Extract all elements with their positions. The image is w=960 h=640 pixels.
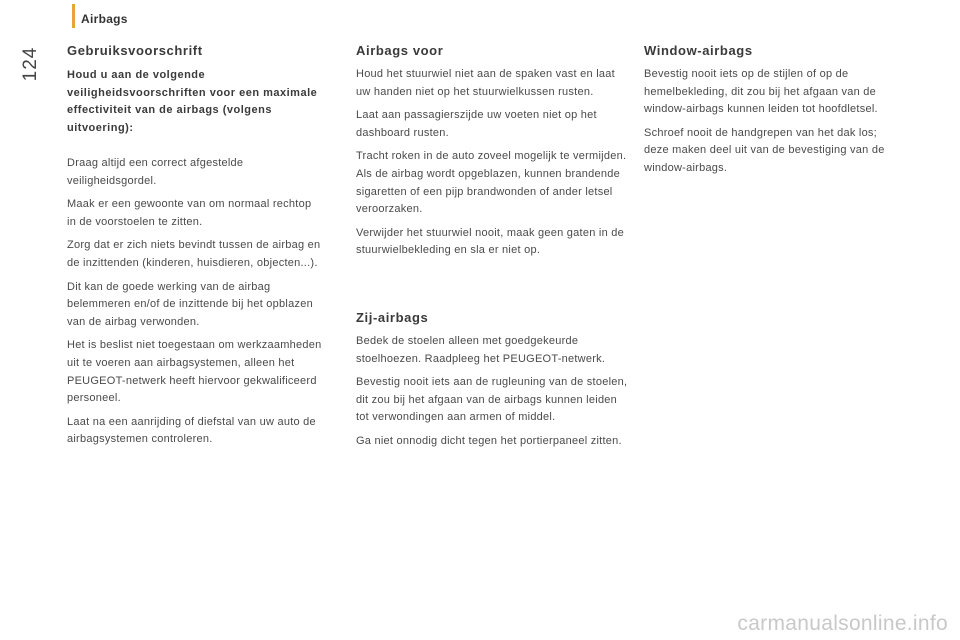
paragraph: Het is beslist niet toegestaan om werkzaamheden uit te voeren aan airbagsystemen, alleen het PEUGEOT-netwerk heeft hiervoor gekwalificeerd personeel. xyxy=(67,339,322,405)
page-number xyxy=(17,46,45,82)
section-accent-bar xyxy=(72,4,75,28)
intro-text: Houd u aan de volgende veiligheidsvoorschriften voor een maximale effectiviteit van de airbags (volgens uitvoering): xyxy=(67,69,318,134)
paragraph: Zorg dat er zich niets bevindt tussen de airbag en de inzittenden (kinderen, huisdieren, objecten...). xyxy=(67,239,321,269)
paragraph: Verwijder het stuurwiel nooit, maak geen gaten in de stuurwielbekleding en sla er niet op. xyxy=(356,226,624,257)
paragraph: Bedek de stoelen alleen met goedgekeurde stoelhoezen. Raadpleeg het PEUGEOT-netwerk. xyxy=(356,335,606,365)
heading-gebruiksvoorschrift: Gebruiksvoorschrift xyxy=(67,43,203,58)
paragraph: Schroef nooit de handgrepen van het dak los; deze maken deel uit van de bevestiging van de window-airbags. xyxy=(644,126,885,174)
paragraph: Laat aan passagierszijde uw voeten niet op het dashboard rusten. xyxy=(356,109,597,139)
paragraph: Dit kan de goede werking van de airbag belemmeren en/of de inzittende bij het opblazen van de airbag verwonden. xyxy=(67,280,313,328)
heading-airbags-voor: Airbags voor xyxy=(356,43,444,58)
paragraph: Bevestig nooit iets aan de rugleuning van de stoelen, dit zou bij het afgaan van de airbags kunnen leiden tot verwondingen aan armen of middel. xyxy=(356,376,628,424)
section-body xyxy=(644,66,899,184)
paragraph: Tracht roken in de auto zoveel mogelijk te vermijden. Als de airbag wordt opgeblazen, kunnen brandende sigaretten of een pijp brandwonden of ander letsel veroorzaken. xyxy=(356,150,627,216)
paragraph: Laat na een aanrijding of diefstal van uw auto de airbagsystemen controleren. xyxy=(67,415,316,446)
paragraph: Maak er een gewoonte van om normaal rechtop in de voorstoelen te zitten. xyxy=(67,198,312,228)
intro-block xyxy=(67,67,322,143)
section-body xyxy=(356,66,631,266)
paragraph: Draag altijd een correct afgestelde veiligheidsgordel. xyxy=(67,157,244,187)
section-header: Airbags xyxy=(81,12,128,26)
heading-window-airbags: Window-airbags xyxy=(644,43,753,58)
page-number-text: 124 xyxy=(20,46,41,82)
heading-zij-airbags: Zij-airbags xyxy=(356,310,429,325)
paragraph: Bevestig nooit iets op de stijlen of op de hemelbekleding, dit zou bij het afgaan van de window-airbags kunnen leiden tot hoofdletsel. xyxy=(644,68,878,116)
paragraph: Houd het stuurwiel niet aan de spaken vast en laat uw handen niet op het stuurwielkussen rusten. xyxy=(356,68,615,98)
paragraph: Ga niet onnodig dicht tegen het portierpaneel zitten. xyxy=(356,434,622,447)
section-body xyxy=(356,333,631,457)
section-body xyxy=(67,155,322,455)
watermark-text: carmanualsonline.info xyxy=(737,612,948,635)
